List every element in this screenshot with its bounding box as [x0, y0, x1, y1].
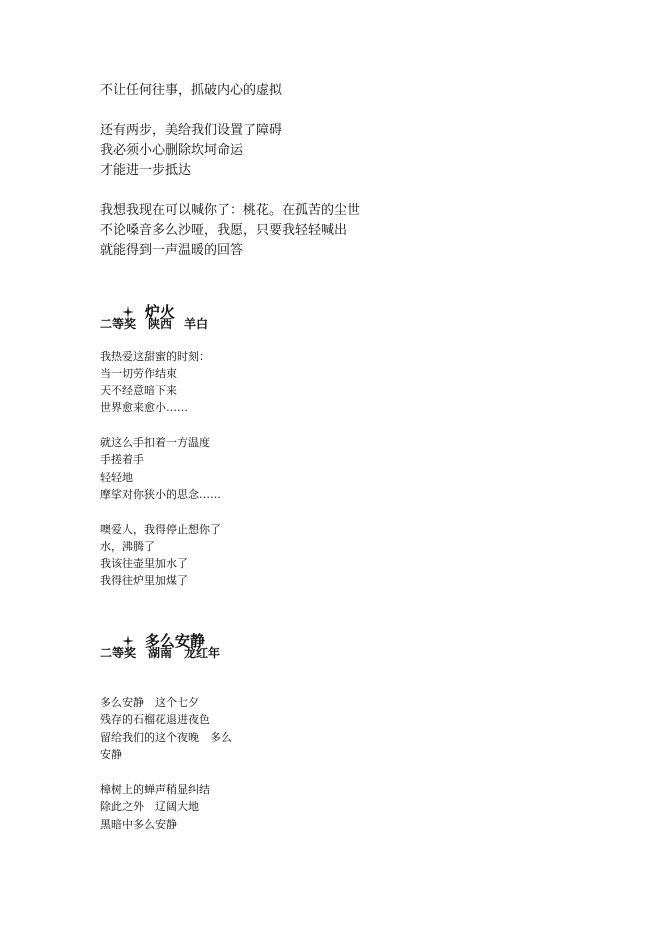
poem-title: 多么安静 [144, 632, 205, 650]
poem-line: 不论嗓音多么沙哑，我愿，只要我轻轻喊出 [100, 223, 348, 238]
poem-line: 我热爱这甜蜜的时刻： [100, 350, 210, 363]
poem-line: 樟树上的蝉声稍显纠结 [100, 783, 210, 796]
poem-title: 炉火 [144, 303, 175, 321]
poem-line: 才能进一步抵达 [100, 163, 192, 178]
poem-line: 就能得到一声温暖的回答 [100, 243, 244, 258]
poem-line: 手搓着手 [100, 453, 144, 466]
poem-line: 还有两步，美给我们设置了障碍 [100, 123, 283, 138]
poem-line: 留给我们的这个夜晚 多么 [100, 731, 232, 744]
poem-line: 我想我现在可以喊你了：桃花。在孤苦的尘世 [100, 203, 361, 218]
poem-line: 水，沸腾了 [100, 540, 155, 553]
poem-line: 世界愈来愈小…… [100, 401, 188, 414]
poem-line: 噢爱人，我得停止想你了 [100, 523, 221, 536]
poem-line: 摩挲对你狭小的思念…… [100, 488, 221, 501]
poem-line: 我得往炉里加煤了 [100, 574, 188, 587]
poem-line: 我必须小心删除坎坷命运 [100, 143, 244, 158]
poem-line: 当一切劳作结束 [100, 367, 177, 380]
poem-line: 天不经意暗下来 [100, 384, 177, 397]
poem-line: 除此之外 辽阔大地 [100, 800, 199, 813]
poem-line: 残存的石榴花退进夜色 [100, 713, 210, 726]
poem-line: 我该往壶里加水了 [100, 557, 188, 570]
poem-line: 轻轻地 [100, 471, 133, 484]
poem-line: 安静 [100, 748, 122, 761]
poem-line: 不让任何往事，抓破内心的虚拟 [100, 83, 283, 98]
poem-line: 就这么手扣着一方温度 [100, 436, 210, 449]
poem-line: 黑暗中多么安静 [100, 818, 177, 831]
award-byline: 二等奖 陕西 羊白 [100, 317, 209, 331]
award-byline: 二等奖 湖南 龙红年 [100, 646, 221, 660]
poem-line: 多么安静 这个七夕 [100, 696, 199, 709]
